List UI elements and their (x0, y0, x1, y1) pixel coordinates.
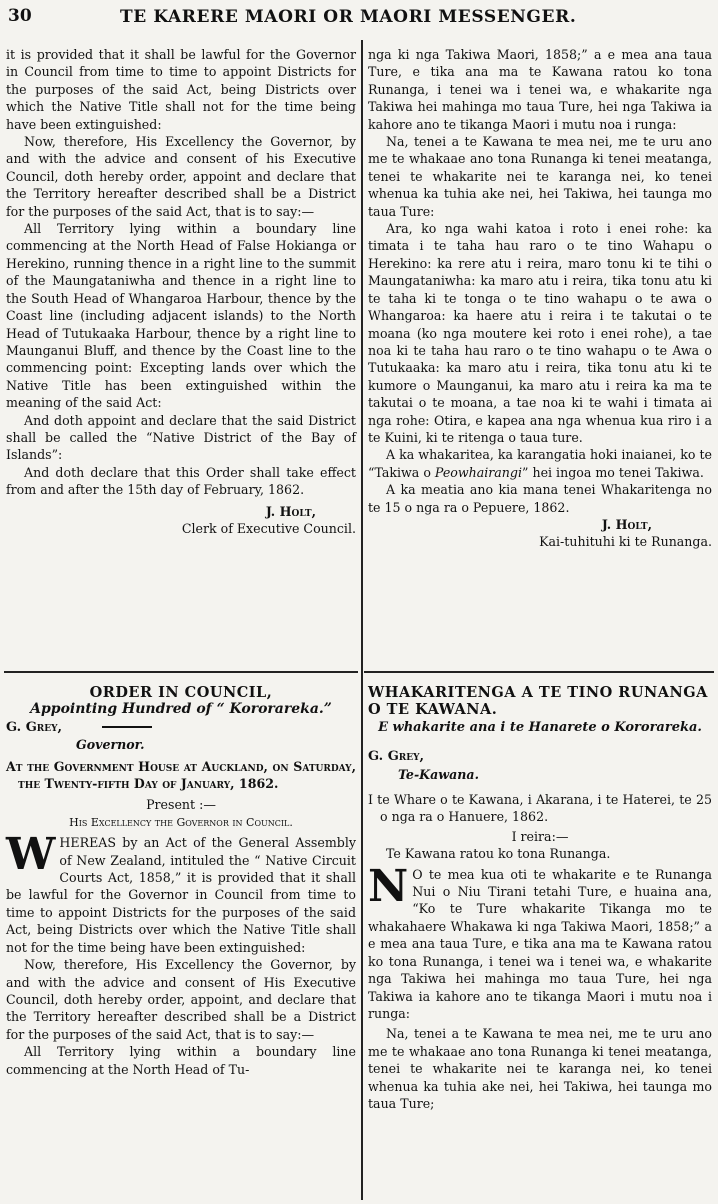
section-title: WHAKARITENGA A TE TINO RUNANGA O TE KAWANA. (368, 684, 708, 719)
paragraph: Ara, ko nga wahi katoa i roto i enei rohe: ka timata i te taha hau raro o te tino Wahapu o Herekino: ka rere atu i reira, maro tonu ki te tihi o Maungataniwha: ka maro atu i reira, tika tonu atu ki te taha ki te tonga o te tino wahapu o te awa o Whangaroa: ka haere atu i reira i te takutai o te moana (ko nga moutere kei roto i enei rohe), a tae noa ki te taha hau raro o te tino wahapu o te Awa o Tutukaaka: ka maro atu i reira, tika tonu atu ki te kumore o Maunganui, ka maro atu i reira ka ma te takutai o te moana, a tae noa ki te wahi i timata ai nga rohe: Otira, e kapea ana nga whenua kua riro i a te Kuini, ki te ritenga o taua ture. (368, 221, 712, 445)
left-bottom-column (6, 684, 356, 1078)
signer-title: Kai-tuhituhi ki te Runanga. (539, 534, 712, 550)
signer-title: Clerk of Executive Council. (181, 520, 356, 536)
governor-role: Te-Kawana. (398, 766, 479, 782)
governor-text: G. Grey, (368, 749, 425, 765)
text-span: ” hei ingoa mo tenei Takiwa. (522, 464, 704, 480)
paragraph: it is provided that it shall be lawful for the Governor in Council from time to time to appoint Districts for the purposes of the said Act, being Districts over which the Native Title shall not for the time being have been extinguished: (6, 47, 356, 132)
page-number: 30 (8, 6, 32, 26)
right-bottom-column (368, 684, 712, 1112)
drop-cap: W (6, 829, 56, 881)
present-who: Te Kawana ratou ko tona Runanga. (386, 846, 611, 862)
paragraph: All Territory lying within a boundary line commencing at the North Head of False Hokianga or Herekino, running thence in a right line to the summit of the Maungataniwha and thence in a right line to the South Head of Whangaroa Harbour, thence by the Coast line (including adjacent islands) to the North Head of Tutukaaka Harbour, thence by a right line to Maunganui Bluff, and thence by the Coast line to the commencing point: Excepting lands over which the Native Title has been extinguished within the meaning of the said Act: (6, 221, 356, 411)
section-subtitle: E whakarite ana i te Hanarete o Kororareka. (378, 719, 702, 735)
present-label: Present :— (146, 797, 216, 813)
paragraph (6, 829, 356, 956)
governor-role: Governor. (76, 737, 145, 753)
paragraph: Na, tenei a te Kawana te mea nei, me te uru ano me te whakaae ano tona Runanga ki tenei meatanga, tenei te whakarite nei te karanga nei, ko tenei whenua ka tuhia ake nei, hei Takiwa, hei taunga mo taua Ture; (368, 1026, 712, 1111)
section-divider-right (364, 671, 714, 673)
governor-name (6, 719, 356, 736)
governor-name (368, 748, 712, 765)
column-divider (361, 40, 363, 1200)
section-subtitle: Appointing Hundred of “ Kororareka.” (30, 701, 332, 718)
text-span: O te mea kua oti te whakarite e te Runanga Nui o Niu Tirani tetahi Ture, e huaina ana, “Ko te Ture whakarite Tikanga mo te whakahaere Whakawa ki nga Takiwa Maori, 1858;” a e mea ana taua Ture, e tika ana ma te Kawana ratou ko tona Runanga, i tenei wa i tenei wa, e whakarite nga Takiwa hei mahinga mo taua Ture, hei nga Takiwa ia kahore ano te tikanga Maori i mutu noa i runga: (368, 866, 712, 1021)
paragraph (368, 446, 712, 481)
left-top-column (6, 46, 356, 537)
present-who: His Excellency the Governor in Council. (69, 815, 293, 829)
paragraph: Now, therefore, His Excellency the Governor, by and with the advice and consent of His Executive Council, doth hereby order, appoint, and declare that the Territory hereafter described shall be a District for the purposes of the said Act, that is to say:— (6, 957, 356, 1042)
paragraph (368, 860, 712, 1023)
text-span: HEREAS by an Act of the General Assembly of New Zealand, intituled the “ Native Circuit Courts Act, 1858,” it is provided that it shall be lawful for the Governor in Council from time to time to appoint Districts for the purposes of the said Act, being Districts over which the Native Title shall not for the time being have been extinguished: (6, 835, 356, 955)
paragraph: nga ki nga Takiwa Maori, 1858;” a e mea ana taua Ture, e tika ana ma te Kawana ratou ko tona Runanga, i tenei wa i tenei wa, e whakarite nga Takiwa hei mahinga mo taua Ture, hei nga Takiwa ia kahore ano te tikanga Maori i mutu noa i runga: (368, 47, 712, 132)
text-span: A ka whakaritea, ka karangatia hoki inaianei, ko te “Takiwa o (368, 447, 712, 480)
drop-cap: N (368, 860, 409, 912)
present-label: I reira:— (511, 828, 569, 844)
paragraph: Now, therefore, His Excellency the Governor, by and with the advice and consent of his Executive Council, doth hereby order, appoint and declare that the Territory hereafter described shall be a District for the purposes of the said Act, that is to say:— (6, 134, 356, 219)
paragraph: And doth appoint and declare that the said District shall be called the “Native District of the Bay of Islands”: (6, 412, 356, 463)
paragraph: A ka meatia ano kia mana tenei Whakaritenga no te 15 o nga ra o Pepuere, 1862. (368, 482, 712, 515)
paragraph: And doth declare that this Order shall take effect from and after the 15th day of February, 1862. (6, 464, 356, 498)
page-header-title: TE KARERE MAORI OR MAORI MESSENGER. (120, 7, 577, 27)
signer-name: J. Holt, (265, 503, 316, 519)
section-divider-left (4, 671, 358, 673)
italic-text: Peowhairangi (434, 464, 523, 480)
paragraph: All Territory lying within a boundary line commencing at the North Head of Tu- (6, 1044, 356, 1077)
place-and-date: I te Whare o te Kawana, i Akarana, i te Haterei, te 25 o nga ra o Hanuere, 1862. (368, 792, 712, 825)
signer-name: J. Holt, (601, 516, 652, 532)
dash-rule (102, 726, 152, 728)
paragraph: Na, tenei a te Kawana te mea nei, me te uru ano me te whakaae ano tona Runanga ki tenei meatanga, tenei te whakarite nei te karanga nei, ko tenei whenua ka tuhia ake nei, hei Takiwa, hei taunga mo taua Ture: (368, 134, 712, 219)
section-title: ORDER IN COUNCIL, (89, 684, 273, 701)
governor-text: G. Grey, (6, 719, 63, 735)
right-top-column (368, 46, 712, 551)
place-and-date: At the Government House at Auckland, on Saturday, the Twenty-fifth Day of January, 1862. (6, 758, 356, 792)
